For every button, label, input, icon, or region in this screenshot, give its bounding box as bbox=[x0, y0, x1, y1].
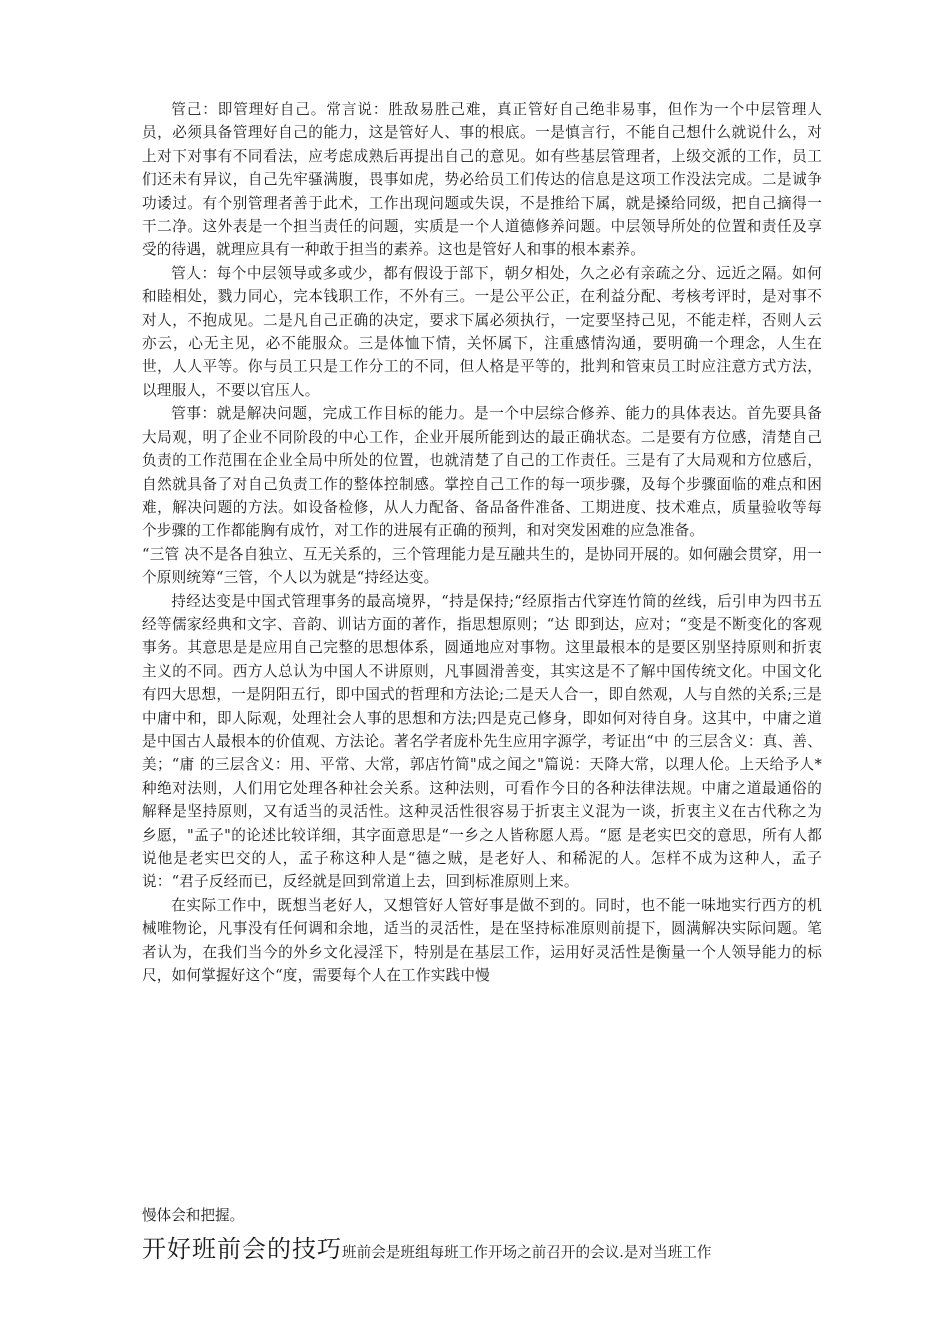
paragraph-continuation: 慢体会和把握。 bbox=[142, 1207, 245, 1224]
paragraph-guan-ren: 管人：每个中层领导或多或少，都有假设于部下，朝夕相处，久之必有亲疏之分、远近之隔。如何和睦相处，戮力同心，完本钱职工作，不外有三。一是公平公正，在利益分配、考核考评时，是对事不对人，不抱成见。二是凡自己正确的决定，要求下属必须执行，一定要坚持己见，不能走样，否则人云亦云，心无主见，必不能服众。三是体恤下情，关怀属下，注重感情沟通，要明确一个理念，人生在世，人人平等。你与员工只是工作分工的不同，但人格是平等的，批判和管束员工时应注意方式方法，以理服人，不要以官压人。 bbox=[142, 264, 822, 399]
paragraph-chi-jing-da-bian: 持经达变是中国式管理事务的最高境界，“持是保持;“经原指古代穿连竹简的丝线，后引申为四书五经等儒家经典和文字、音韵、训诂方面的著作，指思想原则；“达 即到达，应对；“变是不断变化的客观事务。其意思是是应用自己完整的思想体系，圆通地应对事物。这里最根本的是要区别坚持原则和折衷主义的不同。西方人总认为中国人不讲原则，凡事圆滑善变，其实这是不了解中国传统文化。中国文化有四大思想，一是阴阳五行，即中国式的哲理和方法论;二是天人合一，即自然观，人与自然的关系;三是中庸中和，即人际观，处理社会人事的思想和方法;四是克己修身，即如何对待自身。这其中，中庸之道是中国古人最根本的价值观、方法论。著名学者庞朴先生应用字源学，考证出“中 的三层含义：真、善、美；“庸 的三层含义：用、平常、大常，郭店竹简"成之闻之"篇说：天降大常，以理人伦。上天给予人*种绝对法则，人们用它处理各种社会关系。这种法则，可看作今日的各种法律法规。中庸之道最通俗的解释是坚持原则，又有适当的灵活性。这种灵活性很容易于折衷主义混为一谈，折衷主义在古代称之为乡愿，"孟子"的论述比较详细，其字面意思是“一乡之人皆称愿人焉。“愿 是老实巴交的意思，所有人都说他是老实巴交的人，孟子称这种人是“德之贼，是老好人、和稀泥的人。怎样不成为这种人，孟子说：“君子反经而已，反经就是回到常道上去，回到标准原则上来。 bbox=[142, 592, 822, 891]
next-section-line bbox=[142, 1232, 842, 1270]
paragraph-guan-ji: 管己：即管理好自己。常言说：胜敌易胜己难，真正管好自己绝非易事，但作为一个中层管理人员，必须具备管理好自己的能力，这是管好人、事的根底。一是慎言行，不能自己想什么就说什么，对上对下对事有不同看法，应考虑成熟后再提出自己的意见。如有些基层管理者，上级交派的工作，员工们还未有异议，自己先牢骚满腹，畏事如虎，势必给员工们传达的信息是这项工作没法完成。二是诚争功诿过。有个别管理者善于此术，工作出现问题或失误，不是推给下属，就是搡给同级，把自己摘得一干二净。这外表是一个担当责任的问题，实质是一个人道德修养问题。中层领导所处的位置和责任及享受的待遇，就理应具有一种敢于担当的素养。这也是管好人和事的根本素养。 bbox=[142, 101, 822, 259]
document-body bbox=[142, 98, 822, 987]
paragraph-guan-shi: 管事：就是解决问题，完成工作目标的能力。是一个中层综合修养、能力的具体表达。首先要具备大局观，明了企业不同阶段的中心工作，企业开展所能到达的最正确状态。二是要有方位感，清楚自己负责的工作范围在企业全局中所处的位置，也就清楚了自己的工作责任。三是有了大局观和方位感后，自然就具备了对自己负责工作的整体控制感。掌控自己工作的每一项步骤，及每个步骤面临的难点和困难，解决问题的方法。如设备检修，从人力配备、备品备件准备、工期进度、技术难点，质量验收等每个步骤的工作都能胸有成竹，对工作的进展有正确的预判，和对突发困难的应急准备。 bbox=[142, 405, 822, 540]
section-heading: 开好班前会的技巧 bbox=[142, 1235, 342, 1263]
paragraph-practice: 在实际工作中，既想当老好人，又想管好人管好事是做不到的。同时，也不能一味地实行西方的机械唯物论，凡事没有任何调和余地，适当的灵活性，是在坚持标准原则前提下，圆满解决实际问题。笔者认为，在我们当今的外乡文化浸淫下，特别是在基层工作，运用好灵活性是衡量一个人领导能力的标尺，如何掌握好这个“度，需要每个人在工作实践中慢 bbox=[142, 896, 822, 985]
paragraph-san-guan: “三管 决不是各自独立、互无关系的，三个管理能力是互融共生的，是协同开展的。如何融会贯穿，用一个原则统筹“三管，个人以为就是“持经达变。 bbox=[142, 545, 822, 587]
section-lead-text: 班前会是班组每班工作开场之前召开的会议.是对当班工作 bbox=[342, 1244, 712, 1261]
